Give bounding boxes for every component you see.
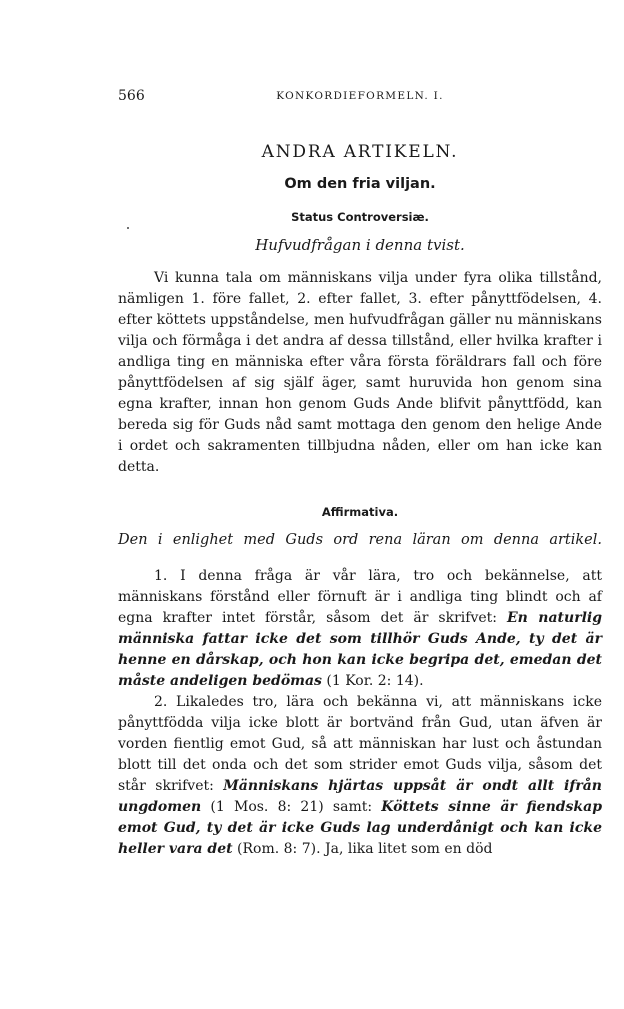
intro-section [118,268,602,478]
paragraph-2-text: 2. Likaledes tro, lära och bekänna vi, att människans icke pånyttfödda vilja icke blott är bortvänd från Gud, utan äfven är vorden fientlig emot Gud, så att människan har lust och åstundan blott till det onda och det som strider emot Guds vilja, såsom det står skrifvet: [118,694,602,794]
question-heading: Hufvudfrågan i denna tvist. [255,236,465,254]
paragraph-1-text: 1. I denna fråga är vår lära, tro och bekännelse, att människans förstånd eller förnuft är i andliga ting blindt och af egna krafter intet förstår, såsom det är skrifvet: [118,568,602,626]
paragraph-2-quote-1: Människans hjärtas uppsåt är ondt allt ifrån ungdomen [118,778,602,815]
paragraph-2-mid: (1 Mos. 8: 21) samt: [201,799,382,815]
page-number: 566 [118,88,145,104]
paragraph-2-end: (Rom. 8: 7). Ja, lika litet som en död [232,841,493,857]
print-speck [127,227,129,229]
status-heading: Status Controversiæ. [291,210,429,224]
paragraph-2-quote-2: Köttets sinne är fiendskap emot Gud, ty det är icke Guds lag underdånigt och kan icke heller vara det [118,799,602,857]
subject-heading: Om den fria viljan. [284,176,436,192]
running-header [118,88,602,104]
paragraph-1 [118,566,602,692]
paragraph-2 [118,692,602,860]
running-title: KONKORDIEFORMELN. I. [276,90,444,102]
paragraph-1-ref: (1 Kor. 2: 14). [321,673,424,689]
article-heading: ANDRA ARTIKELN. [261,142,459,162]
intro-paragraph: Vi kunna tala om människans vilja under fyra olika tillstånd, nämligen 1. före fallet, 2. efter fallet, 3. efter pånyttfödelsen, 4. efter köttets uppståndelse, men hufvudfrågan gäller nu människans vilja och förmåga i det andra af dessa tillstånd, eller hvilka krafter i andliga ting en människa efter våra första föräldrars fall och före pånyttfödelsen af sig själf äger, samt huruvida hon genom sina egna krafter, innan hon genom Guds Ande blifvit pånyttfödd, kan bereda sig för Guds nåd samt mottaga den genom den helige Ande i ordet och sakramenten tillbjudna nåden, eller om han icke kan detta. [118,270,602,475]
affirmativa-heading: Affirmativa. [321,505,399,519]
doctrine-section [118,566,602,860]
thesis-heading: Den i enlighet med Guds ord rena läran om denna artikel. [118,532,602,548]
paragraph-1-quote: En naturlig människa fattar icke det som tillhör Guds Ande, ty det är henne en dårskap, och hon kan icke begripa det, emedan det måste andeligen bedömas [118,610,602,689]
